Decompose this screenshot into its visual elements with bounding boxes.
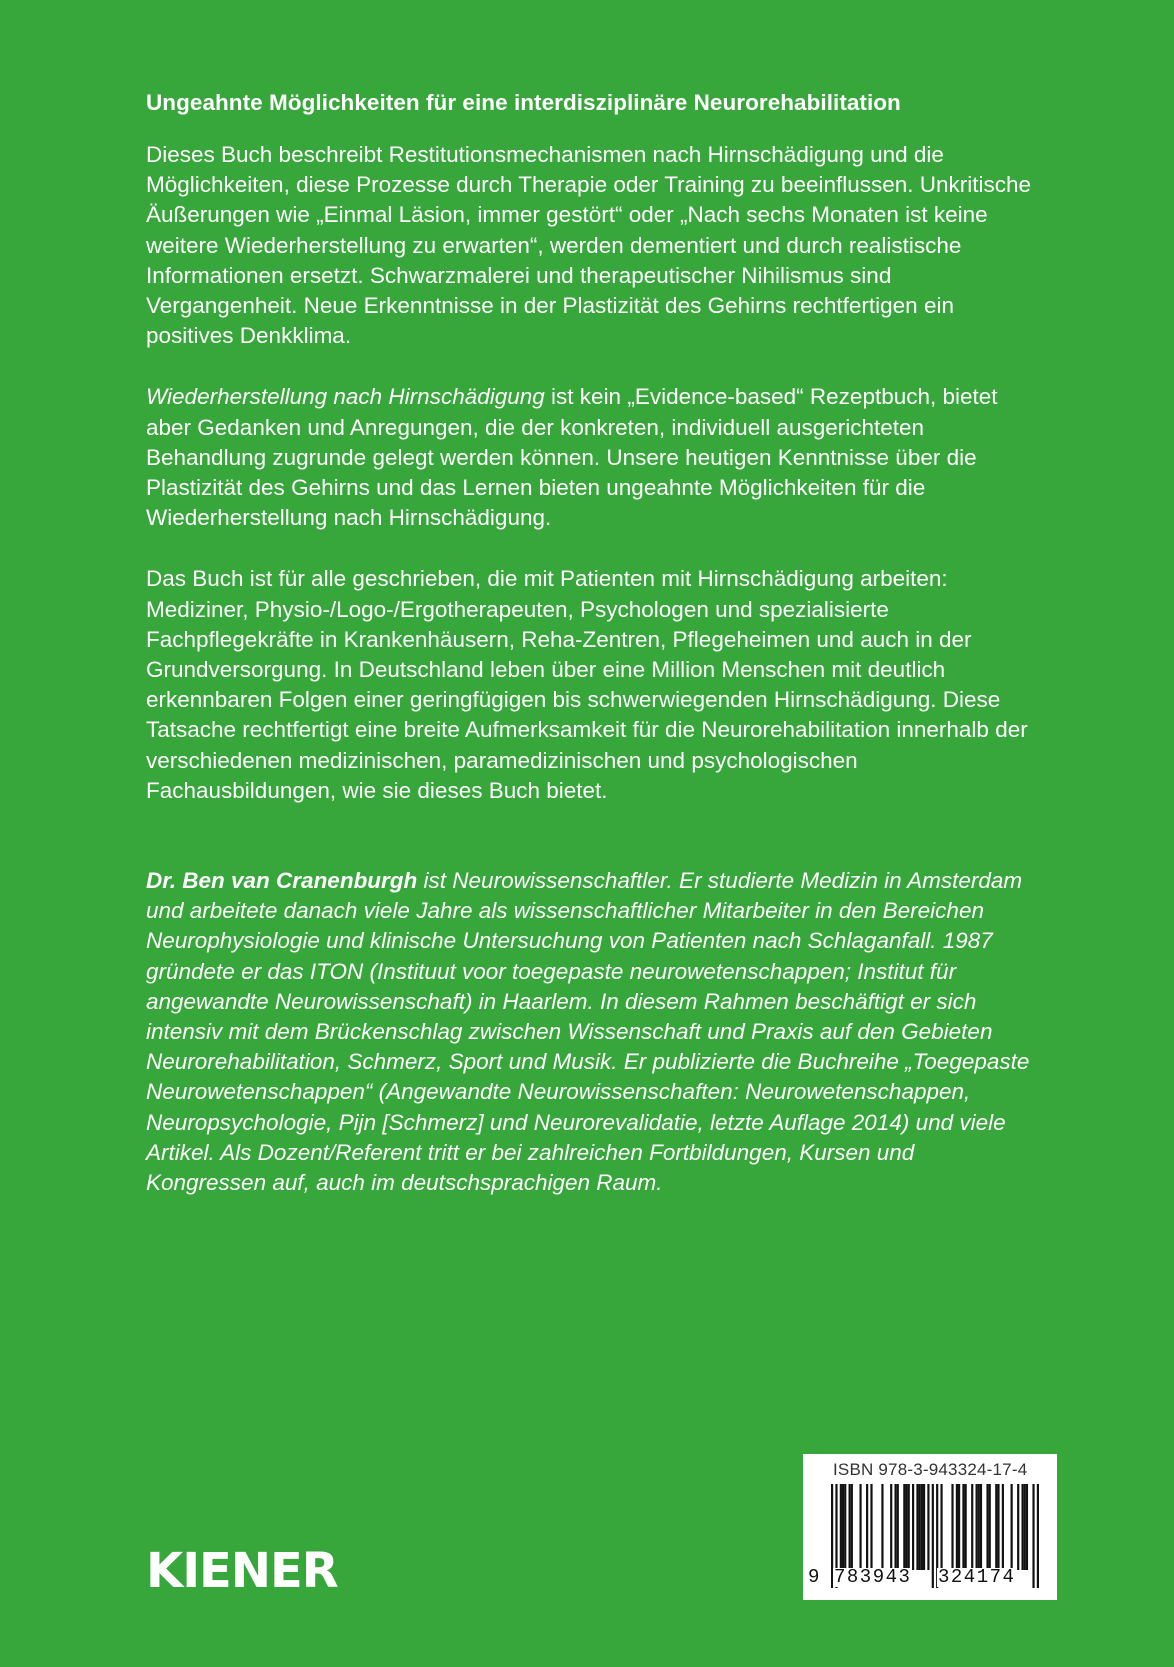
barcode-bar (916, 1484, 918, 1570)
barcode-bar (962, 1484, 964, 1570)
barcode-bar (956, 1484, 958, 1570)
barcode-bar (980, 1484, 982, 1570)
barcode-bar (958, 1484, 960, 1570)
barcode-bar (921, 1484, 923, 1570)
barcode-bar (1021, 1484, 1023, 1570)
barcode-bar (844, 1484, 846, 1570)
paragraph-intro: Dieses Buch beschreibt Restitutionsmechanismen nach Hirnschädigung und die Möglichkeiten, diese Prozesse durch Therapie oder Training zu beeinflussen. Unkritische Äußerungen wie „Einmal Läsion, immer gestört“ oder „Nach sechs Monaten ist keine weitere Wiederherstellung zu erwarten“, werden dementiert und durch realistische Informationen ersetzt. Schwarzmalerei und therapeutischer Nihilismus sind Vergangenheit. Neue Erkenntnisse in der Plastizität des Gehirns rechtfertigen ein positives Denkklima. (146, 142, 1032, 349)
author-bio-text: ist Neurowissenschaftler. Er studierte Medizin in Amsterdam und arbeitete danach viele Jahre als wissenschaftlicher Mitarbeiter in den Bereichen Neurophysiologie und klinische Untersuchung von Patienten nach Schlaganfall. 1987 gründete er das ITON (Instituut voor toegepaste neurowetenschappen; Institut für angewandte Neurowissenschaft) in Haarlem. In diesem Rahmen beschäftigt er sich intensiv mit dem Brückenschlag zwischen Wissenschaft und Praxis auf den Gebieten Neurorehabilitation, Schmerz, Sport und Musik. Er publizierte die Buchreihe „Toegepaste Neurowetenschappen“ (Angewandte Neurowissenschaften: Neurowetenschappen, Neuropsychologie, Pijn [Schmerz] und Neurorevalidatie, letzte Auflage 2014) und viele Artikel. Als Dozent/Referent tritt er bei zahlreichen Fortbildungen, Kursen und Kongressen auf, auch im deutschsprachigen Raum. (146, 868, 1030, 1196)
barcode-bar (940, 1484, 942, 1570)
barcode-bar (923, 1484, 925, 1570)
barcode-bar (894, 1484, 896, 1570)
barcode-bar (997, 1484, 999, 1570)
paragraph-audience: Das Buch ist für alle geschrieben, die mit Patienten mit Hirnschädigung arbeiten: Mediziner, Physio-/Logo-/Ergotherapeuten, Psychologen und spezialisierte Fachpflegekräfte in Krankenhäusern, Reha-Zentren, Pflegeheimen und auch in der Grundversorgung. In Deutschland leben über eine Million Menschen mit deutlich erkennbaren Folgen einer geringfügigen bis schwerwiegenden Hirnschädigung. Diese Tatsache rechtfertigt eine breite Aufmerksamkeit für die Neurorehabilitation innerhalb der verschiedenen medizinischen, paramedizinischen und psychologischen Fachausbildungen, wie sie dieses Buch bietet. (146, 566, 1028, 803)
publisher-logo: KIENER (146, 1543, 338, 1599)
barcode-bar (1011, 1484, 1013, 1570)
isbn-label: ISBN 978-3-943324-17-4 (833, 1460, 1028, 1479)
barcode-bar (971, 1484, 973, 1570)
barcode-digits-left: 783943 (834, 1566, 912, 1588)
barcode-bar (903, 1484, 905, 1570)
isbn-barcode (803, 1454, 1057, 1600)
barcode-bar (1026, 1484, 1028, 1570)
paragraph-book-description (146, 382, 1038, 533)
barcode-bar (859, 1484, 861, 1570)
barcode-bar (1002, 1484, 1004, 1570)
author-name: Dr. Ben van Cranenburgh (146, 868, 418, 894)
barcode-bar (978, 1484, 980, 1570)
barcode-bar (989, 1484, 991, 1570)
barcode-bar (965, 1484, 967, 1570)
barcode-bar (912, 1484, 914, 1570)
barcode-bar (1037, 1484, 1039, 1588)
barcode-bar (842, 1484, 844, 1570)
barcode-bar (919, 1484, 921, 1570)
headline: Ungeahnte Möglichkeiten für eine interdisziplinäre Neurorehabilitation (146, 90, 901, 115)
barcode-bar (1024, 1484, 1026, 1570)
barcode-bar (881, 1484, 883, 1570)
barcode-bar (870, 1484, 872, 1570)
barcode-bar (986, 1484, 988, 1570)
barcode-bar (905, 1484, 907, 1570)
author-bio (146, 866, 1038, 1198)
barcode-bar (908, 1484, 910, 1570)
barcode-bar (995, 1484, 997, 1570)
barcode-bar (976, 1484, 978, 1570)
barcode-bar (851, 1484, 853, 1570)
barcode-bar (897, 1484, 899, 1570)
barcode-bar (927, 1484, 929, 1570)
barcode-bar (1032, 1484, 1034, 1588)
barcode-bar (866, 1484, 868, 1570)
back-cover-text (146, 88, 1038, 1198)
barcode-digits-right: 324174 (938, 1566, 1016, 1588)
paragraph-book-description-text: ist kein „Evidence-based“ Rezeptbuch, bietet aber Gedanken und Anregungen, die der konkreten, individuell ausgerichteten Behandlung zugrunde gelegt werden können. Unsere heutigen Kenntnisse über die Plastizität des Gehirns und das Lernen bieten ungeahnte Möglichkeiten für die Wiederherstellung nach Hirnschädigung. (146, 384, 998, 531)
barcode-bar (890, 1484, 892, 1570)
barcode-digit-first: 9 (808, 1566, 821, 1588)
barcode-bar (1017, 1484, 1019, 1570)
barcode-bar (932, 1484, 934, 1588)
barcode-bar (951, 1484, 953, 1570)
book-title-italic: Wiederherstellung nach Hirnschädigung (146, 384, 545, 410)
barcode-bar (849, 1484, 851, 1570)
barcode-bar (840, 1484, 842, 1570)
